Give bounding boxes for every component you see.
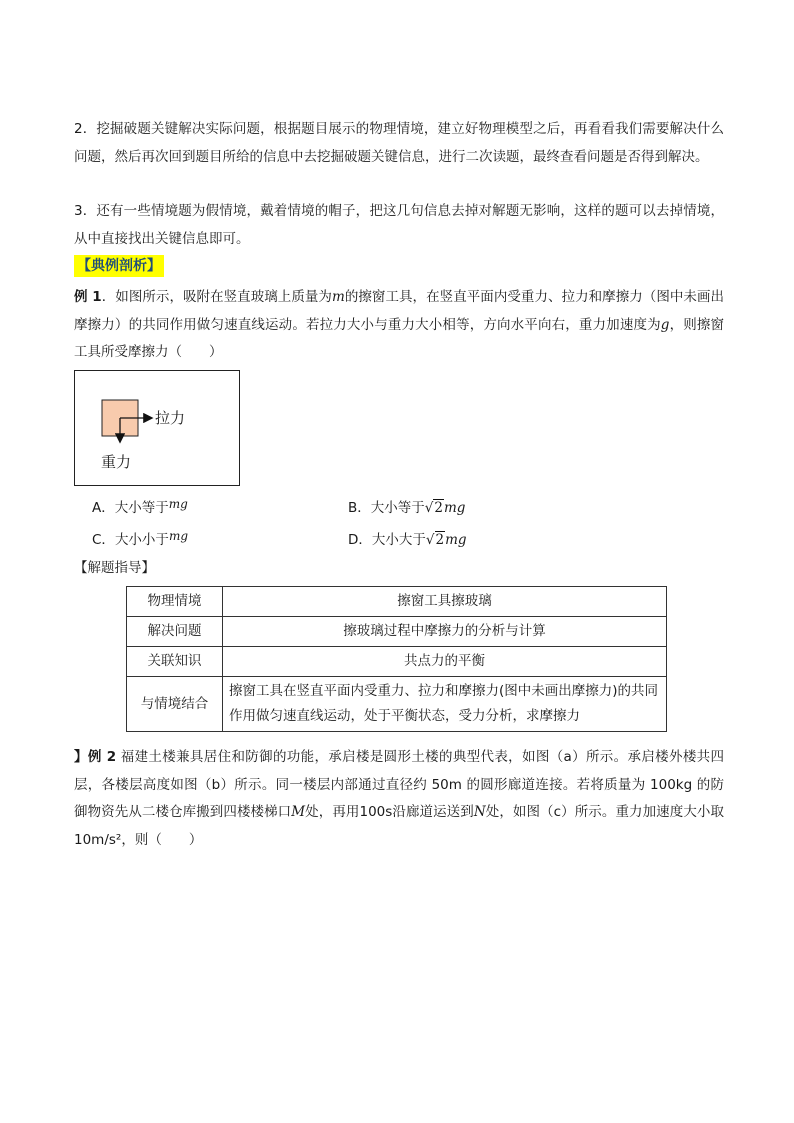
option-c-math: mg xyxy=(168,529,188,543)
option-d-math: mg xyxy=(445,532,467,548)
paragraph-2: 2．挖掘破题关键解决实际问题，根据题目展示的物理情境，建立好物理模型之后，再看看我们需要解决什么问题，然后再次回到题目所给的信息中去挖掘破题关键信息，进行二次读题，最终查看问题是否得到解决。 xyxy=(74,121,724,165)
example-1-text-b: 的擦窗工具，在竖直平面内受重力、拉力和摩擦力（图中未画出摩擦力）的共同作用做匀速直线运动。若拉力大小与重力大小相等，方向水平向右，重力加速度为 xyxy=(74,289,725,333)
guide-value: 共点力的平衡 xyxy=(223,647,667,677)
example-2-var-N: N xyxy=(473,804,486,820)
option-a[interactable] xyxy=(92,498,188,518)
option-a-text: 大小等于 xyxy=(114,500,169,516)
table-row xyxy=(127,647,667,677)
option-d-text: 大小大于 xyxy=(371,532,426,548)
example-1-text-a: ．如图所示，吸附在竖直玻璃上质量为 xyxy=(101,289,332,305)
paragraph-3: 3．还有一些情境题为假情境，戴着情境的帽子，把这几句信息去掉对解题无影响，这样的题可以去掉情境，从中直接找出关键信息即可。 xyxy=(74,203,724,247)
option-b-letter: B． xyxy=(348,500,371,516)
example-2-var-M: M xyxy=(291,804,306,820)
option-b-text: 大小等于 xyxy=(370,500,425,516)
option-c-text: 大小小于 xyxy=(114,532,169,548)
guide-value: 擦窗工具在竖直平面内受重力、拉力和摩擦力(图中未画出摩擦力)的共同作用做匀速直线运动，处于平衡状态，受力分析，求摩擦力 xyxy=(223,677,667,732)
option-b-math: mg xyxy=(443,500,466,516)
table-row xyxy=(127,587,667,617)
example-2-text-c: 处，如图（c）所示。重力加速度大小取10m/s²，则（ ） xyxy=(74,804,724,848)
option-d[interactable] xyxy=(348,530,467,550)
guide-key: 与情境结合 xyxy=(127,677,223,732)
example-1-label: 例 1 xyxy=(74,289,102,305)
option-d-sqrt: √2 xyxy=(425,532,445,548)
guide-table xyxy=(126,586,667,732)
guide-value: 擦玻璃过程中摩擦力的分析与计算 xyxy=(223,617,667,647)
example-2-text-b: 处，再用100s沿廊道运送到 xyxy=(305,804,474,820)
option-b[interactable] xyxy=(348,498,465,518)
option-d-radicand: 2 xyxy=(435,532,445,548)
section-tag-examples: 【典例剖析】 xyxy=(74,255,164,277)
option-c-letter: C． xyxy=(92,532,115,548)
option-c[interactable] xyxy=(92,530,188,550)
guide-value: 擦窗工具擦玻璃 xyxy=(223,587,667,617)
force-diagram xyxy=(74,370,240,486)
option-d-letter: D． xyxy=(348,532,372,548)
example-1-text-c: ，则擦窗工具所受摩擦力（ ） xyxy=(74,316,725,360)
example-1-var-m: m xyxy=(331,289,345,305)
pull-force-label: 拉力 xyxy=(155,409,186,427)
example-2-stem xyxy=(74,744,724,854)
option-a-letter: A． xyxy=(92,500,115,516)
example-1-var-g: g xyxy=(660,316,670,333)
guide-title: 【解题指导】 xyxy=(74,560,155,576)
example-2-text-a: 福建土楼兼具居住和防御的功能，承启楼是圆形土楼的典型代表，如图（a）所示。承启楼外楼共四层，各楼层高度如图（b）所示。同一楼层内部通过直径约 50m 的圆形廊道连接。若将质量为 100kg 的防御物资先从二楼仓库搬到四楼楼梯口 xyxy=(74,749,725,820)
option-a-math: mg xyxy=(168,497,188,511)
table-row xyxy=(127,617,667,647)
guide-key: 关联知识 xyxy=(127,647,223,677)
option-b-sqrt: √2 xyxy=(424,500,443,516)
guide-key: 解决问题 xyxy=(127,617,223,647)
option-b-radicand: 2 xyxy=(434,500,443,516)
force-diagram-svg xyxy=(75,371,238,484)
example-2-prefix: 】 xyxy=(74,749,88,765)
example-1-stem xyxy=(74,284,724,367)
table-row xyxy=(127,677,667,732)
gravity-label: 重力 xyxy=(101,453,132,471)
guide-key: 物理情境 xyxy=(127,587,223,617)
example-2-label: 例 2 xyxy=(87,749,117,765)
